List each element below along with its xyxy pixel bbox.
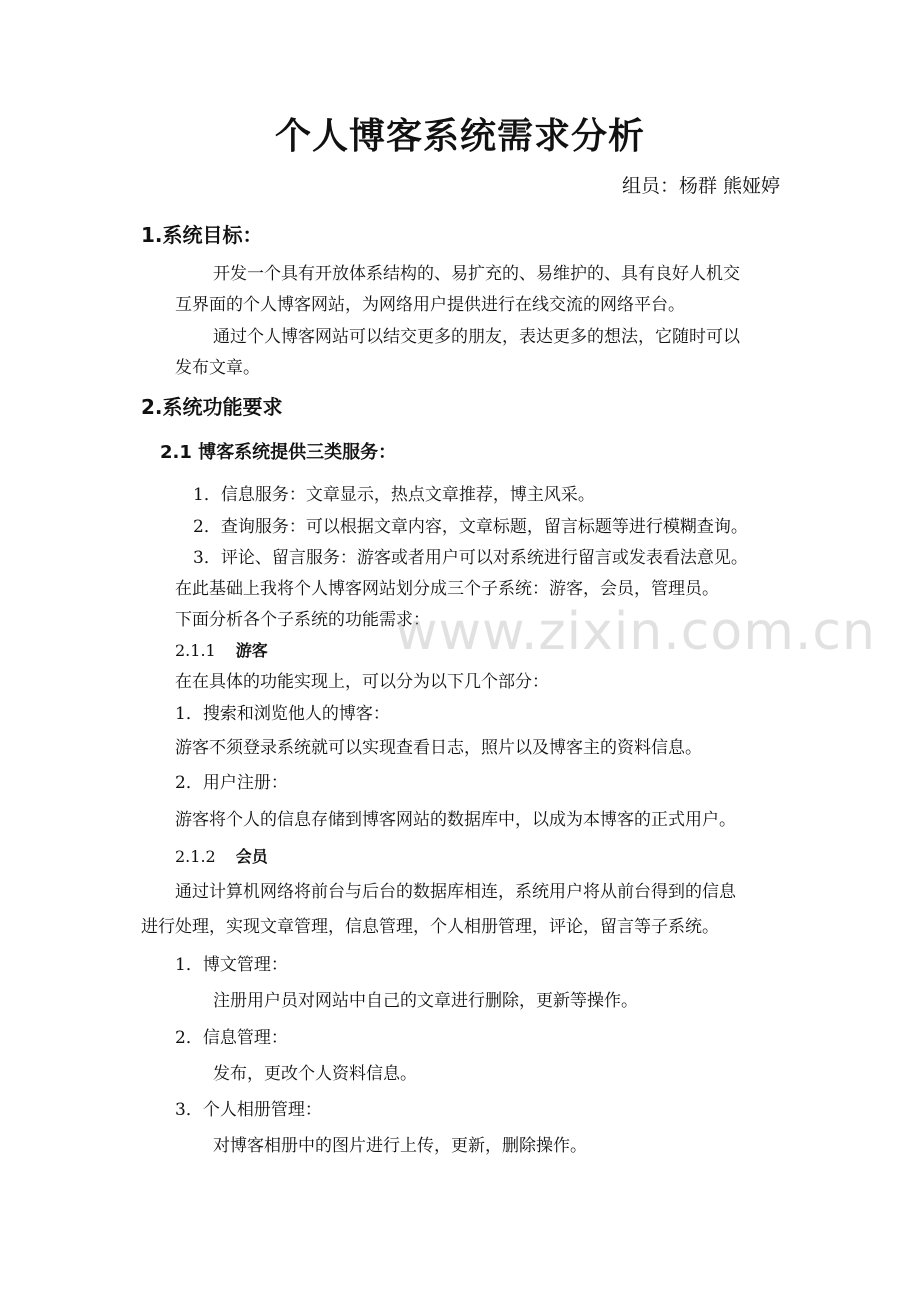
member-intro-line-1: 通过计算机网络将前台与后台的数据库相连，系统用户将从前台得到的信息	[175, 882, 736, 902]
watermark-text: www.zixin.com.cn	[395, 602, 876, 662]
member-item-2-desc: 发布，更改个人资料信息。	[213, 1064, 417, 1084]
document-title: 个人博客系统需求分析	[274, 115, 645, 157]
member-number: 2.1.2	[175, 847, 216, 866]
visitor-label: 游客	[235, 641, 268, 660]
subsection-2-1-heading: 2.1 博客系统提供三类服务：	[160, 442, 397, 463]
member-item-1-desc: 注册用户员对网站中自己的文章进行删除，更新等操作。	[213, 991, 638, 1011]
goal-paragraph-2-line-1: 通过个人博客网站可以结交更多的朋友，表达更多的想法，它随时可以	[213, 327, 740, 347]
subsystem-intro-line-2: 下面分析各个子系统的功能需求：	[175, 610, 430, 630]
visitor-item-1-desc: 游客不须登录系统就可以实现查看日志，照片以及博客主的资料信息。	[175, 738, 702, 758]
member-item-1-title: 1．博文管理：	[175, 955, 288, 975]
section-1-heading: 1.系统目标：	[141, 223, 263, 247]
member-item-3-desc: 对博客相册中的图片进行上传，更新，删除操作。	[213, 1136, 587, 1156]
members-line: 组员：杨群 熊娅婷	[621, 175, 780, 197]
visitor-heading	[175, 639, 268, 663]
service-item-2: 2．查询服务：可以根据文章内容，文章标题，留言标题等进行模糊查询。	[193, 517, 748, 537]
service-item-1: 1．信息服务：文章显示，热点文章推荐，博主风采。	[193, 485, 595, 505]
service-item-3: 3．评论、留言服务：游客或者用户可以对系统进行留言或发表看法意见。	[193, 548, 748, 568]
goal-paragraph-1-line-2: 互界面的个人博客网站，为网络用户提供进行在线交流的网络平台。	[175, 295, 685, 315]
visitor-item-1-title: 1．搜索和浏览他人的博客：	[175, 704, 390, 724]
subsystem-intro-line-1: 在此基础上我将个人博客网站划分成三个子系统：游客，会员，管理员。	[175, 579, 719, 599]
member-item-3-title: 3．个人相册管理：	[175, 1100, 322, 1120]
visitor-intro: 在在具体的功能实现上，可以分为以下几个部分：	[175, 672, 549, 692]
member-intro-line-2: 进行处理，实现文章管理，信息管理，个人相册管理，评论，留言等子系统。	[141, 917, 719, 937]
goal-paragraph-2-line-2: 发布文章。	[175, 358, 260, 378]
member-item-2-title: 2．信息管理：	[175, 1028, 288, 1048]
section-2-heading: 2.系统功能要求	[141, 395, 283, 419]
visitor-number: 2.1.1	[175, 641, 216, 660]
member-label: 会员	[235, 847, 268, 866]
visitor-item-2-title: 2．用户注册：	[175, 773, 288, 793]
member-heading	[175, 845, 268, 869]
goal-paragraph-1-line-1: 开发一个具有开放体系结构的、易扩充的、易维护的、具有良好人机交	[213, 264, 740, 284]
visitor-item-2-desc: 游客将个人的信息存储到博客网站的数据库中，以成为本博客的正式用户。	[175, 810, 736, 830]
